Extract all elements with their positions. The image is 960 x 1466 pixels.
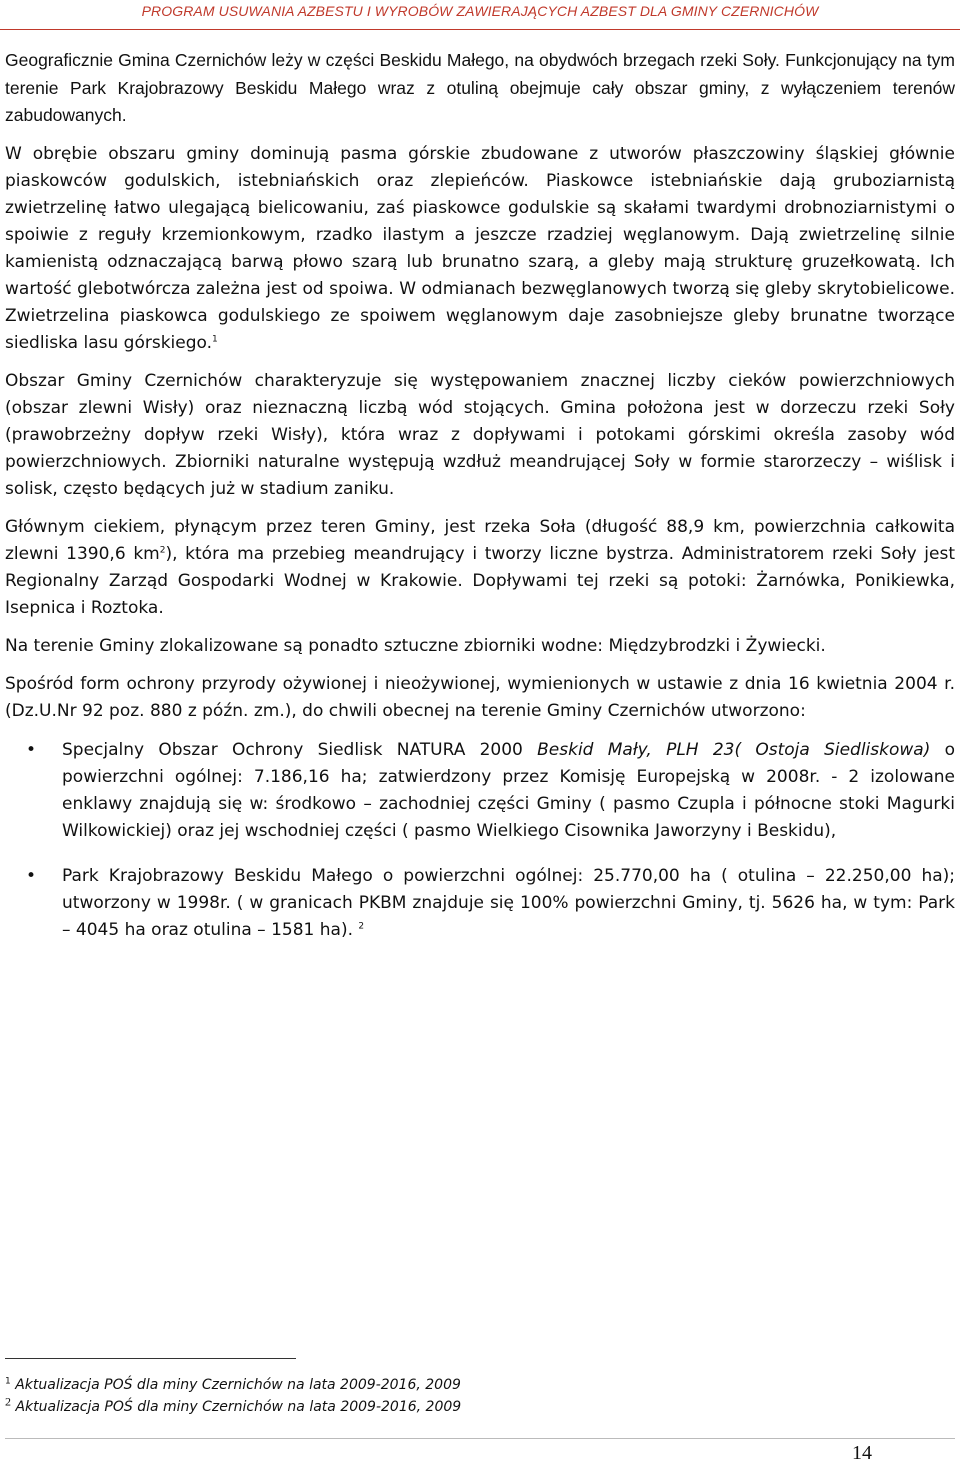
footnote-ref-1[interactable]: 1 bbox=[212, 333, 218, 344]
footnote-1 bbox=[5, 1374, 705, 1396]
list-item-text-a: Specjalny Obszar Ochrony Siedlisk NATURA 2000 bbox=[62, 739, 538, 760]
superscript-km2: 2 bbox=[159, 544, 166, 555]
paragraph-geography: Geograficznie Gmina Czernichów leży w części Beskidu Małego, na obydwóch brzegach rzeki Soły. Funkcjonujący na tym terenie Park Krajobrazowy Beskidu Małego wraz z otuliną obejmuje cały obszar gminy, z wyłączeniem terenów zabudowanych. bbox=[5, 50, 955, 125]
paragraph-geology-text: W obrębie obszaru gminy dominują pasma górskie zbudowane z utworów płaszczowiny śląskiej głównie piaskowców godulskich, istebniańskich oraz zlepieńców. Piaskowce istebniańskie dają gruboziarnistą zwietrzelinę łatwo ulegającą bielicowaniu, zaś piaskowce godulskie są skałami twardymi drobnoziarnistymi o spoiwie z reguły krzemionkowym, rzadko ilastym a jeszcze rzadziej węglanowym. Dają zwietrzelinę silnie kamienistą odznaczającą barwą płowo szarą lub brunatno szarą, a gleby mają strukturę gruzełkowatą. Ich wartość glebotwórcza zależna jest od spoiwa. W odmianach bezwęglanowych tworzą się gleby skrytobielicowe. Zwietrzelina piaskowca godulskiego ze spoiwem węglanowym daje zasobniejsze gleby brunatne tworzące siedliska lasu górskiego. bbox=[5, 143, 955, 353]
paragraph-protection-forms: Spośród form ochrony przyrody ożywionej i nieożywionej, wymienionych w ustawie z dnia 16 kwietnia 2004 r. (Dz.U.Nr 92 poz. 880 z późn. zm.), do chwili obecnej na terenie Gminy Czernichów utworzono: bbox=[5, 673, 955, 721]
paragraph-hydrology: Obszar Gminy Czernichów charakteryzuje się występowaniem znacznej liczby cieków powierzchniowych (obszar zlewni Wisły) oraz nieznaczną liczbą wód stojących. Gmina położona jest w dorzeczu rzeki Soły (prawobrzeżny dopływ rzeki Wisły), która wraz z dopływami i potokami górskimi określa zasoby wód powierzchniowych. Zbiorniki naturalne występują wzdłuż meandrującej Soły w formie starorzeczy – wiślisk i solisk, często będących już w stadium zaniku. bbox=[5, 370, 955, 499]
page-number: 14 bbox=[852, 1442, 872, 1464]
footnote-2 bbox=[5, 1396, 705, 1418]
footnote-ref-2[interactable]: 2 bbox=[358, 920, 365, 931]
footnote-separator bbox=[5, 1358, 296, 1359]
paragraph-sola-river bbox=[5, 514, 955, 622]
running-header: PROGRAM USUWANIA AZBESTU I WYROBÓW ZAWIERAJĄCYCH AZBEST DLA GMINY CZERNICHÓW bbox=[141, 3, 819, 19]
bullet-icon: • bbox=[26, 739, 37, 760]
list-item-text-b: o powierzchni ogólnej: 7.186,16 ha; zatwierdzony przez Komisję Europejską w 2008r. - 2 izolowane enklawy znajdują się w: środkowo – zachodniej części Gminy ( pasmo Czupla i północne stoki Magurki Wilkowickiej) oraz jej wschodniej części ( pasmo Wielkiego Cisownika Jaworzyny i Beskidu), bbox=[62, 739, 955, 841]
paragraph-sola-text-a: Głównym ciekiem, płynącym przez teren Gminy, jest rzeka Soła (długość 88,9 km, powierzchnia całkowita zlewni 1390,6 km bbox=[5, 516, 955, 564]
protection-list bbox=[5, 737, 955, 944]
footer-rule bbox=[5, 1438, 955, 1439]
paragraph-sola-text-b: ), która ma przebieg meandrujący i tworzy liczne bystrza. Administratorem rzeki Soły jest Regionalny Zarząd Gospodarki Wodnej w Krakowie. Dopływami tej rzeki są potoki: Żarnówka, Ponikiewka, Isepnica i Roztoka. bbox=[5, 543, 956, 618]
header-rule bbox=[0, 29, 960, 30]
footnote-1-number: 1 bbox=[5, 1376, 11, 1387]
bullet-icon: • bbox=[26, 865, 37, 886]
page-body bbox=[5, 47, 955, 962]
list-item bbox=[5, 863, 955, 944]
list-item bbox=[5, 737, 955, 845]
list-item-text: Park Krajobrazowy Beskidu Małego o powierzchni ogólnej: 25.770,00 ha ( otulina – 22.250,00 ha); utworzony w 1998r. ( w granicach PKBM znajduje się 100% powierzchni Gminy, tj. 5626 ha, w tym: Park – 4045 ha oraz otulina – 1581 ha). bbox=[62, 865, 955, 940]
footnote-2-text: Aktualizacja POŚ dla miny Czernichów na lata 2009-2016, 2009 bbox=[15, 1399, 462, 1415]
footnote-1-text: Aktualizacja POŚ dla miny Czernichów na lata 2009-2016, 2009 bbox=[15, 1377, 461, 1393]
footnote-2-number: 2 bbox=[5, 1394, 11, 1409]
footnotes bbox=[5, 1374, 705, 1418]
list-item-italic-name: Beskid Mały, PLH 23( Ostoja Siedliskowa) bbox=[537, 739, 931, 760]
paragraph-geology bbox=[5, 141, 955, 357]
paragraph-reservoirs: Na terenie Gminy zlokalizowane są ponadto sztuczne zbiorniki wodne: Międzybrodzki i Żywiecki. bbox=[5, 635, 826, 656]
